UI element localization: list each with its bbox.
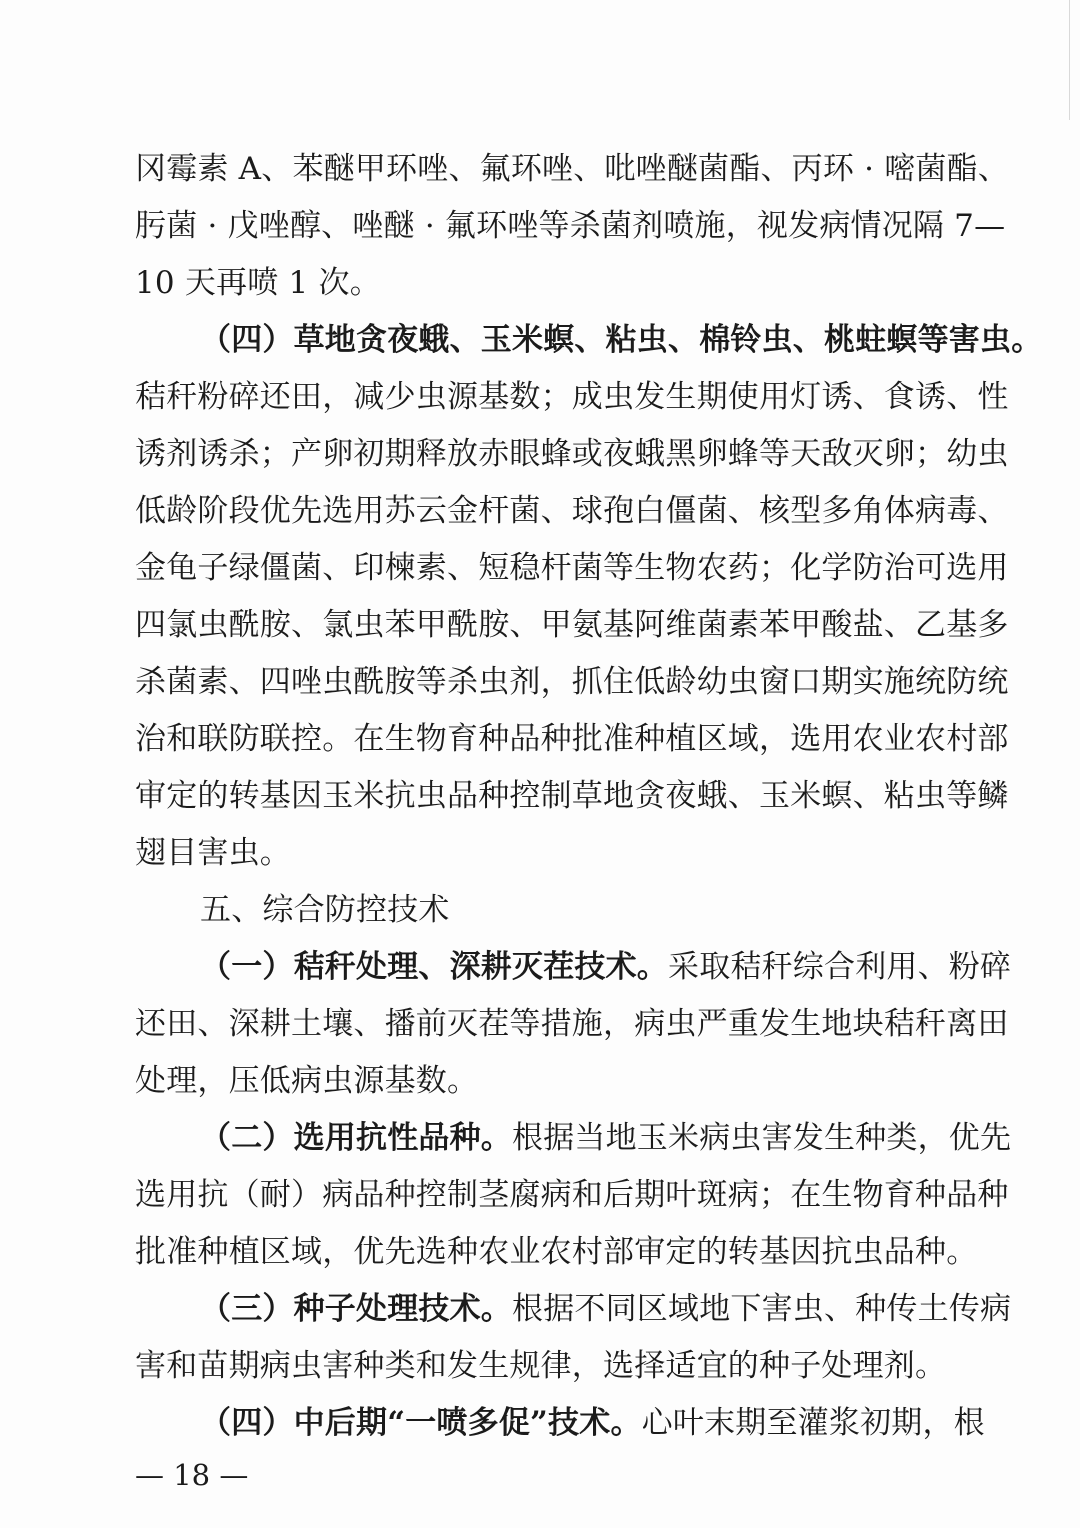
text-line: 金龟子绿僵菌、印楝素、短稳杆菌等生物农药；化学防治可选用 [135, 550, 1009, 586]
scan-edge-line [1069, 0, 1070, 120]
text-line: 选用抗（耐）病品种控制茎腐病和后期叶斑病；在生物育种品种 [135, 1177, 1009, 1213]
text-line: 批准种植区域，优先选种农业农村部审定的转基因抗虫品种。 [135, 1234, 978, 1270]
text-line: 审定的转基因玉米抗虫品种控制草地贪夜蛾、玉米螟、粘虫等鳞 [135, 778, 1009, 814]
text-line: 冈霉素 A、苯醚甲环唑、氟环唑、吡唑醚菌酯、丙环 · 嘧菌酯、 [135, 151, 1010, 187]
text-span: 根据不同区域地下害虫、种传土传病 [512, 1291, 1012, 1327]
text-line: 还田、深耕土壤、播前灭茬等措施，病虫严重发生地块秸秆离田 [135, 1006, 1009, 1042]
text-span: 根据当地玉米病虫害发生种类，优先 [512, 1120, 1012, 1156]
subsection-heading: （二）选用抗性品种。 [200, 1120, 512, 1156]
text-line: 治和联防联控。在生物育种品种批准种植区域，选用农业农村部 [135, 721, 1009, 757]
text-line: 秸秆粉碎还田，减少虫源基数；成虫发生期使用灯诱、食诱、性 [135, 379, 1009, 415]
subsection-heading: （四）中后期“一喷多促”技术。 [200, 1405, 642, 1441]
subsection-heading: （一）秸秆处理、深耕灭茬技术。 [200, 949, 668, 985]
subsection-heading: （四）草地贪夜蛾、玉米螟、粘虫、棉铃虫、桃蛀螟等害虫。 [200, 322, 1043, 358]
text-line: 翅目害虫。 [135, 835, 291, 871]
text-line: 四氯虫酰胺、氯虫苯甲酰胺、甲氨基阿维菌素苯甲酸盐、乙基多 [135, 607, 1009, 643]
paragraph-first-line [200, 1289, 1012, 1329]
text-line: 杀菌素、四唑虫酰胺等杀虫剂，抓住低龄幼虫窗口期实施统防统 [135, 664, 1009, 700]
text-line: 肟菌 · 戊唑醇、唑醚 · 氟环唑等杀菌剂喷施，视发病情况隔 7— [135, 208, 1006, 244]
paragraph-first-line [200, 1118, 1012, 1158]
text-line: 处理，压低病虫源基数。 [135, 1063, 479, 1099]
text-line: 诱剂诱杀；产卵初期释放赤眼蜂或夜蛾黑卵蜂等天敌灭卵；幼虫 [135, 436, 1009, 472]
text-line: 害和苗期病虫害种类和发生规律，选择适宜的种子处理剂。 [135, 1348, 947, 1384]
text-line: 低龄阶段优先选用苏云金杆菌、球孢白僵菌、核型多角体病毒、 [135, 493, 1009, 529]
paragraph-first-line [200, 1403, 985, 1443]
text-line: 10 天再喷 1 次。 [135, 265, 381, 301]
paragraph-first-line [200, 947, 1012, 987]
section-heading: 五、综合防控技术 [200, 892, 450, 928]
subsection-heading: （三）种子处理技术。 [200, 1291, 512, 1327]
page-number: — 18 — [135, 1458, 249, 1492]
text-span: 心叶末期至灌浆初期，根 [641, 1405, 985, 1441]
text-span: 采取秸秆综合利用、粉碎 [668, 949, 1012, 985]
